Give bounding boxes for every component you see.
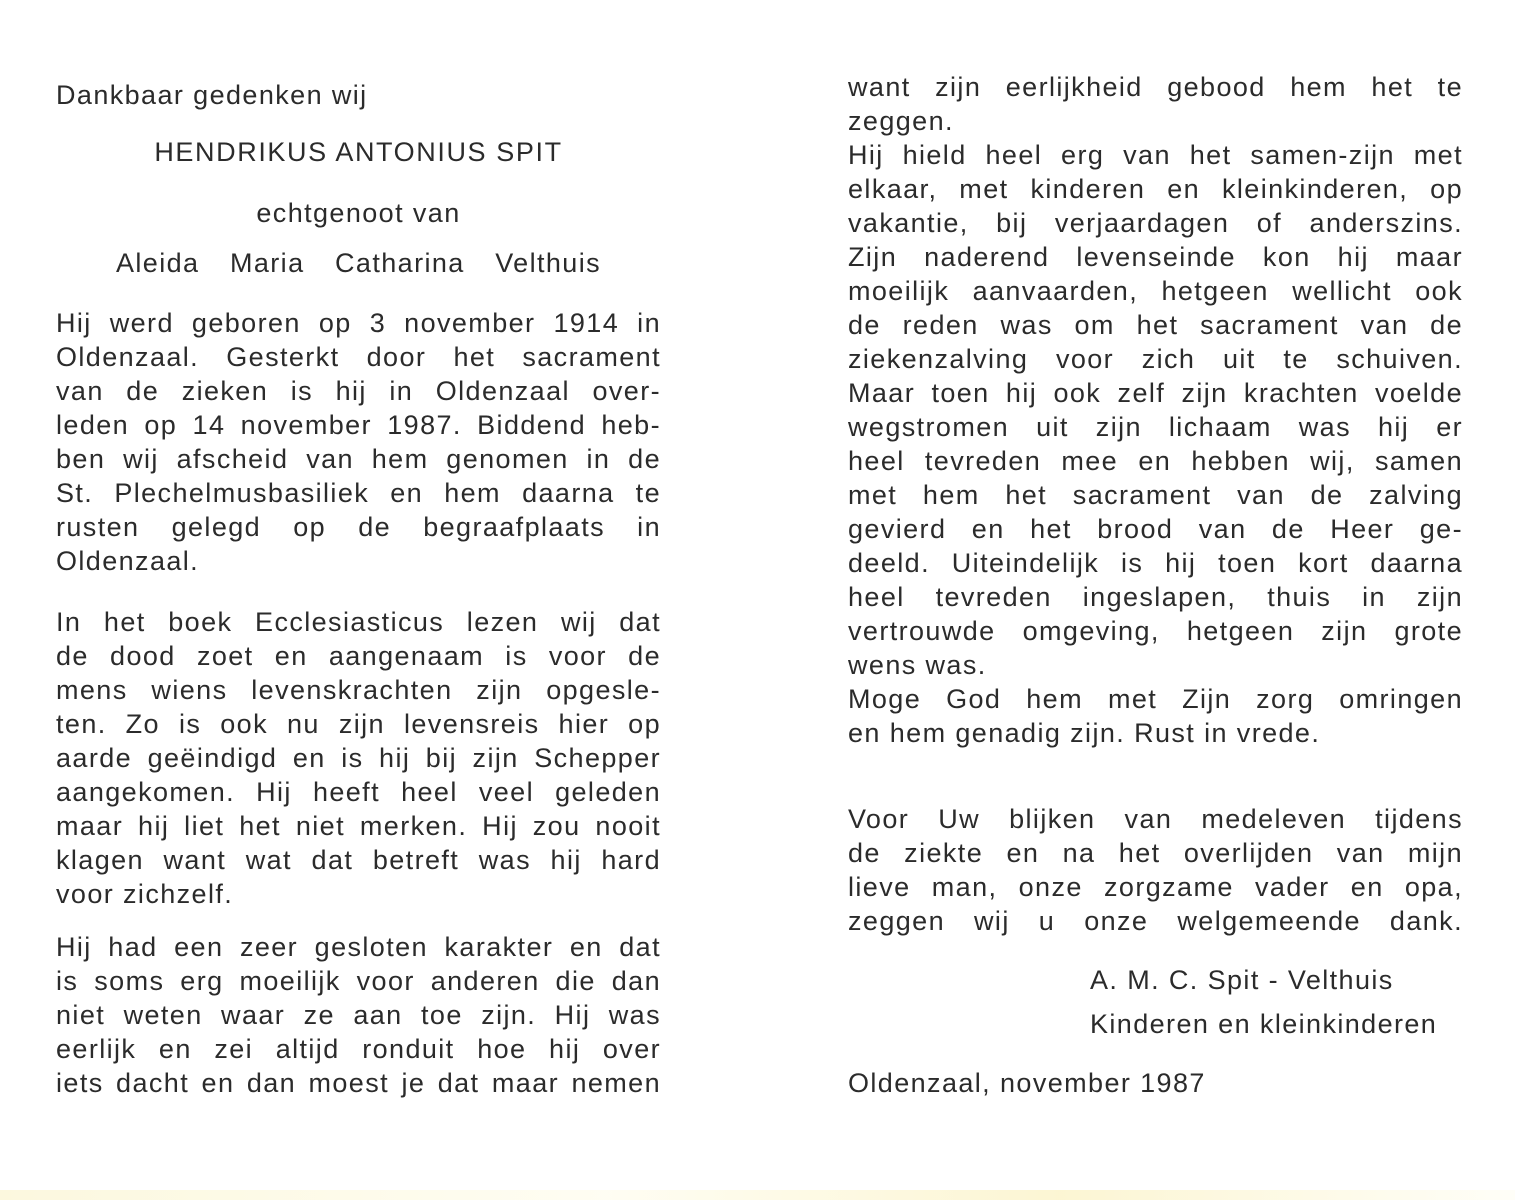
deceased-name: HENDRIKUS ANTONIUS SPIT (154, 137, 563, 167)
text-line: Hij hield heel erg van het samen-zijn met (848, 140, 1463, 170)
text-line: gevierd en het brood van de Heer ge- (848, 514, 1463, 544)
signature-family: Kinderen en kleinkinderen (1090, 1009, 1438, 1039)
text-line: leden op 14 november 1987. Biddend heb- (56, 410, 661, 440)
text-line: moeilijk aanvaarden, hetgeen wellicht ook (848, 276, 1463, 306)
text-line: Hij had een zeer gesloten karakter en dat (56, 932, 661, 962)
text-line: Hij werd geboren op 3 november 1914 in (56, 308, 661, 338)
signature-name: A. M. C. Spit - Velthuis (1090, 965, 1394, 995)
text-line: klagen want wat dat betreft was hij hard (56, 845, 661, 875)
text-line: lieve man, onze zorgzame vader en opa, (848, 872, 1463, 902)
text-line: zeggen wij u onze welgemeende dank. (848, 906, 1463, 936)
text-line: vertrouwde omgeving, hetgeen zijn grote (848, 616, 1463, 646)
text-line: vakantie, bij verjaardagen of anderszins. (848, 208, 1463, 238)
text-line: de reden was om het sacrament van de (848, 310, 1463, 340)
place-date: Oldenzaal, november 1987 (848, 1068, 1206, 1098)
text-line: Moge God hem met Zijn zorg omringen (848, 684, 1463, 714)
text-line: eerlijk en zei altijd ronduit hoe hij over (56, 1034, 661, 1064)
text-line: deeld. Uiteindelijk is hij toen kort daarna (848, 548, 1463, 578)
text-line: van de zieken is hij in Oldenzaal over- (56, 376, 661, 406)
text-line: In het boek Ecclesiasticus lezen wij dat (56, 607, 661, 637)
text-line: en hem genadig zijn. Rust in vrede. (848, 718, 1321, 748)
text-line: mens wiens levenskrachten zijn opgesle- (56, 675, 661, 705)
text-line: de dood zoet en aangenaam is voor de (56, 641, 661, 671)
text-line: want zijn eerlijkheid gebood hem het te (848, 72, 1463, 102)
text-line: heel tevreden ingeslapen, thuis in zijn (848, 582, 1463, 612)
text-line: met hem het sacrament van de zalving (848, 480, 1463, 510)
text-line: rusten gelegd op de begraafplaats in (56, 512, 661, 542)
text-line: ten. Zo is ook nu zijn levensreis hier op (56, 709, 661, 739)
spouse-name: Aleida Maria Catharina Velthuis (116, 248, 601, 278)
text-line: Voor Uw blijken van medeleven tijdens (848, 804, 1463, 834)
text-line: is soms erg moeilijk voor anderen die dan (56, 966, 661, 996)
text-line: voor zichzelf. (56, 879, 234, 909)
text-line: niet weten waar ze aan toe zijn. Hij was (56, 1000, 661, 1030)
text-line: Zijn naderend levenseinde kon hij maar (848, 242, 1463, 272)
text-line: zeggen. (848, 106, 954, 136)
text-line: elkaar, met kinderen en kleinkinderen, op (848, 174, 1463, 204)
intro-line: Dankbaar gedenken wij (56, 80, 368, 110)
text-line: wegstromen uit zijn lichaam was hij er (848, 412, 1463, 442)
text-line: Oldenzaal. Gesterkt door het sacrament (56, 342, 661, 372)
text-line: aangekomen. Hij heeft heel veel geleden (56, 777, 661, 807)
text-line: maar hij liet het niet merken. Hij zou nooit (56, 811, 661, 841)
paper-edge (0, 1190, 1515, 1200)
text-line: wens was. (848, 650, 987, 680)
text-line: ziekenzalving voor zich uit te schuiven. (848, 344, 1463, 374)
text-line: iets dacht en dan moest je dat maar nemen (56, 1068, 661, 1098)
spouse-label: echtgenoot van (256, 198, 461, 228)
text-line: Oldenzaal. (56, 546, 200, 576)
text-line: heel tevreden mee en hebben wij, samen (848, 446, 1463, 476)
text-line: St. Plechelmusbasiliek en hem daarna te (56, 478, 661, 508)
text-line: de ziekte en na het overlijden van mijn (848, 838, 1463, 868)
text-line: Maar toen hij ook zelf zijn krachten voelde (848, 378, 1463, 408)
text-line: ben wij afscheid van hem genomen in de (56, 444, 661, 474)
text-line: aarde geëindigd en is hij bij zijn Schepper (56, 743, 661, 773)
